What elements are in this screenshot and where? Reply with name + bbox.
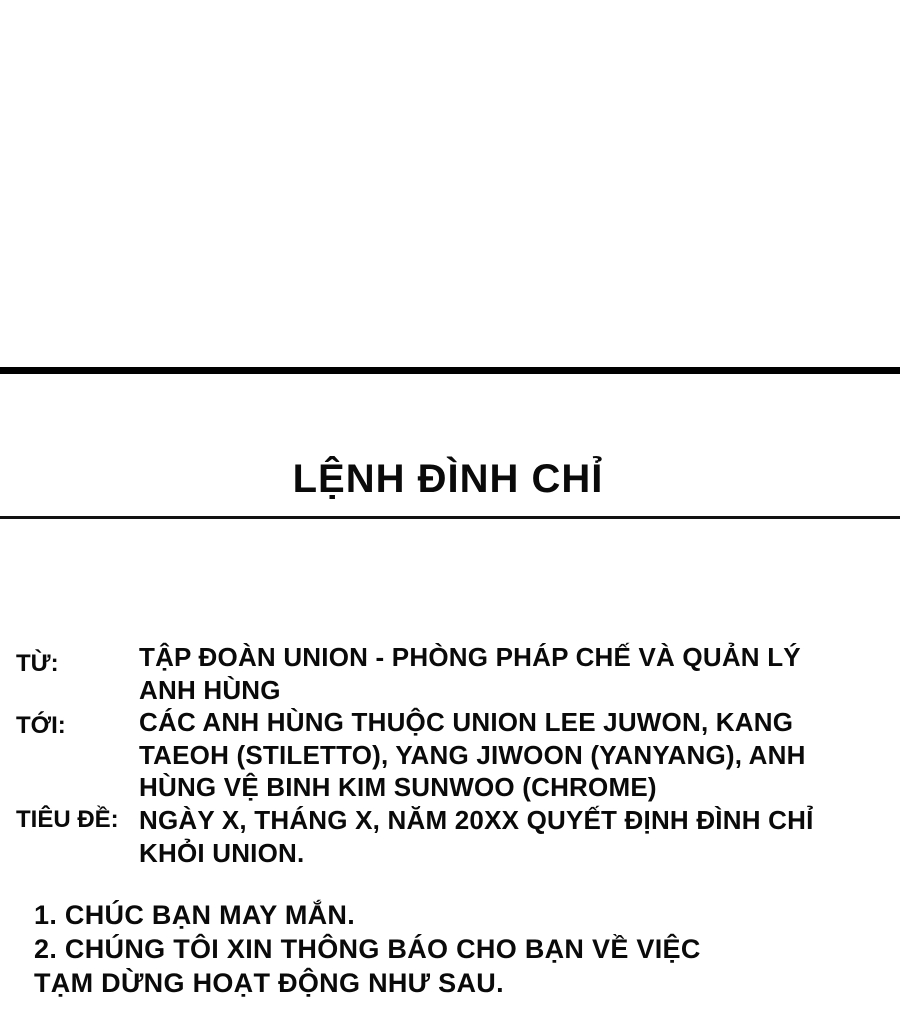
body-line: 1. CHÚC BẠN MAY MẮN. xyxy=(34,900,356,930)
from-label: TỪ: xyxy=(16,650,59,677)
document-title: LỆNH ĐÌNH CHỈ xyxy=(292,457,604,501)
title-divider xyxy=(0,516,900,519)
from-value-line: TẬP ĐOÀN UNION - PHÒNG PHÁP CHẾ VÀ QUẢN LÝ xyxy=(139,642,801,672)
to-value-line: HÙNG VỆ BINH KIM SUNWOO (CHROME) xyxy=(139,772,657,802)
body-line: TẠM DỪNG HOẠT ĐỘNG NHƯ SAU. xyxy=(34,968,504,998)
from-value-line: ANH HÙNG xyxy=(139,674,281,705)
subject-value-line: NGÀY X, THÁNG X, NĂM 20XX QUYẾT ĐỊNH ĐÌNH CHỈ xyxy=(139,805,814,835)
subject-label: TIÊU ĐỀ: xyxy=(16,806,119,833)
subject-value-line: KHỎI UNION. xyxy=(139,837,305,868)
top-divider xyxy=(0,367,900,374)
body-line: 2. CHÚNG TÔI XIN THÔNG BÁO CHO BẠN VỀ VIỆC xyxy=(34,934,701,964)
to-value xyxy=(139,706,879,804)
to-value-line: TAEOH (STILETTO), YANG JIWOON (YANYANG), ANH xyxy=(139,739,806,770)
from-value xyxy=(139,641,879,706)
subject-value xyxy=(139,804,879,869)
to-value-line: CÁC ANH HÙNG THUỘC UNION LEE JUWON, KANG xyxy=(139,707,794,737)
to-label: TỚI: xyxy=(16,712,66,739)
